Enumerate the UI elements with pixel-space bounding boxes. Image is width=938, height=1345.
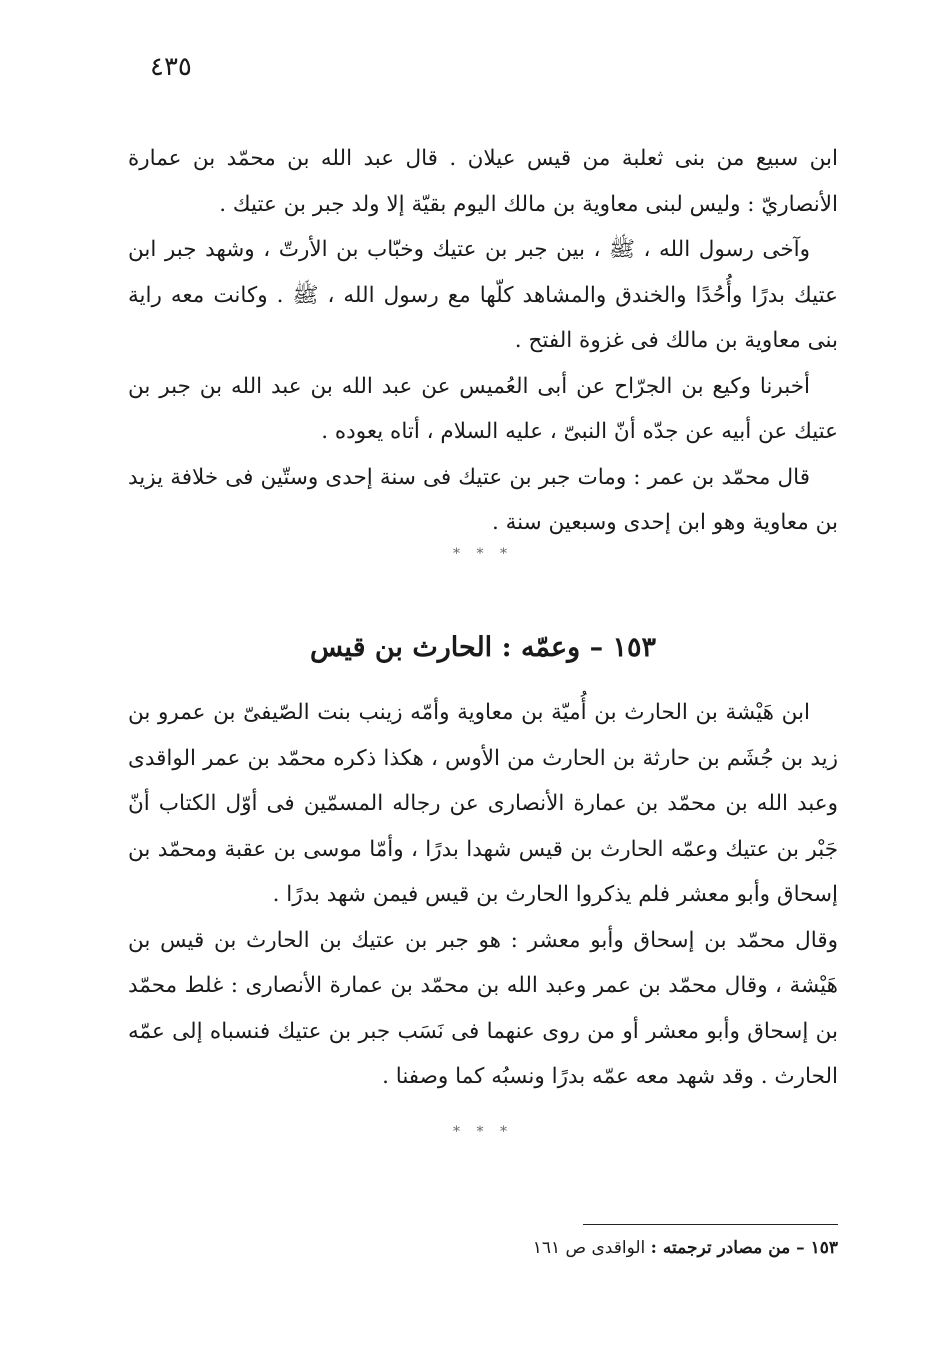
- section-separator: * * *: [453, 1124, 513, 1140]
- paragraph: وآخى رسول الله ، ﷺ ، بين جبر بن عتيك وخبّاب بن الأرتّ ، وشهد جبر ابن عتيك بدرًا وأُحُدًا والخندق والمشاهد كلّها مع رسول الله ، ﷺ . وكانت معه راية بنى معاوية بن مالك فى غزوة الفتح .: [128, 237, 838, 353]
- footnote-reference: ١٥٣ – من مصادر ترجمته :: [650, 1238, 838, 1258]
- intro-section: [128, 136, 838, 546]
- section-separator: * * *: [453, 546, 513, 562]
- page-number: ٤٣٥: [150, 52, 192, 82]
- footnote-text: الواقدى ص ١٦١: [532, 1238, 646, 1258]
- section-title: ١٥٣ – وعمّه : الحارث بن قيس: [310, 632, 656, 663]
- footnote: [400, 1238, 838, 1258]
- paragraph: ابن هَيْشة بن الحارث بن أُميّة بن معاوية وأمّه زينب بنت الصّيفىّ بن عمرو بن زيد بن جُشَم بن حارثة بن الحارث من الأوس ، هكذا ذكره محمّد بن عمر الواقدى وعبد الله بن محمّد بن عمارة الأنصارى عن رجاله المسمّين فى أوّل الكتاب أنّ جَبْر بن عتيك وعمّه الحارث بن قيس شهدا بدرًا ، وأمّا موسى بن عقبة ومحمّد بن إسحاق وأبو معشر فلم يذكروا الحارث بن قيس فيمن شهد بدرًا .: [128, 700, 838, 907]
- entry-153-body: [128, 690, 838, 1100]
- paragraph: ابن سبيع من بنى ثعلبة من قيس عيلان . قال عبد الله بن محمّد بن عمارة الأنصاريّ : وليس لبنى معاوية بن مالك اليوم بقيّة إلا ولد جبر بن عتيك .: [128, 146, 838, 217]
- paragraph: أخبرنا وكيع بن الجرّاح عن أبى العُميس عن عبد الله بن عبد الله بن جبر بن عتيك عن أبيه عن جدّه أنّ النبىّ ، عليه السلام ، أتاه يعوده .: [128, 373, 838, 444]
- paragraph: قال محمّد بن عمر : ومات جبر بن عتيك فى سنة إحدى وستّين فى خلافة يزيد بن معاوية وهو ابن إحدى وسبعين سنة .: [128, 464, 838, 535]
- paragraph: وقال محمّد بن إسحاق وأبو معشر : هو جبر بن عتيك بن الحارث بن قيس بن هَيْشة ، وقال محمّد بن عمر وعبد الله بن محمّد بن عمارة الأنصارى : غلط محمّد بن إسحاق وأبو معشر أو من روى عنهما فى نَسَب جبر بن عتيك فنسباه إلى عمّه الحارث . وقد شهد معه عمّه بدرًا ونسبُه كما وصفنا .: [128, 927, 838, 1089]
- footnote-divider: [583, 1224, 838, 1225]
